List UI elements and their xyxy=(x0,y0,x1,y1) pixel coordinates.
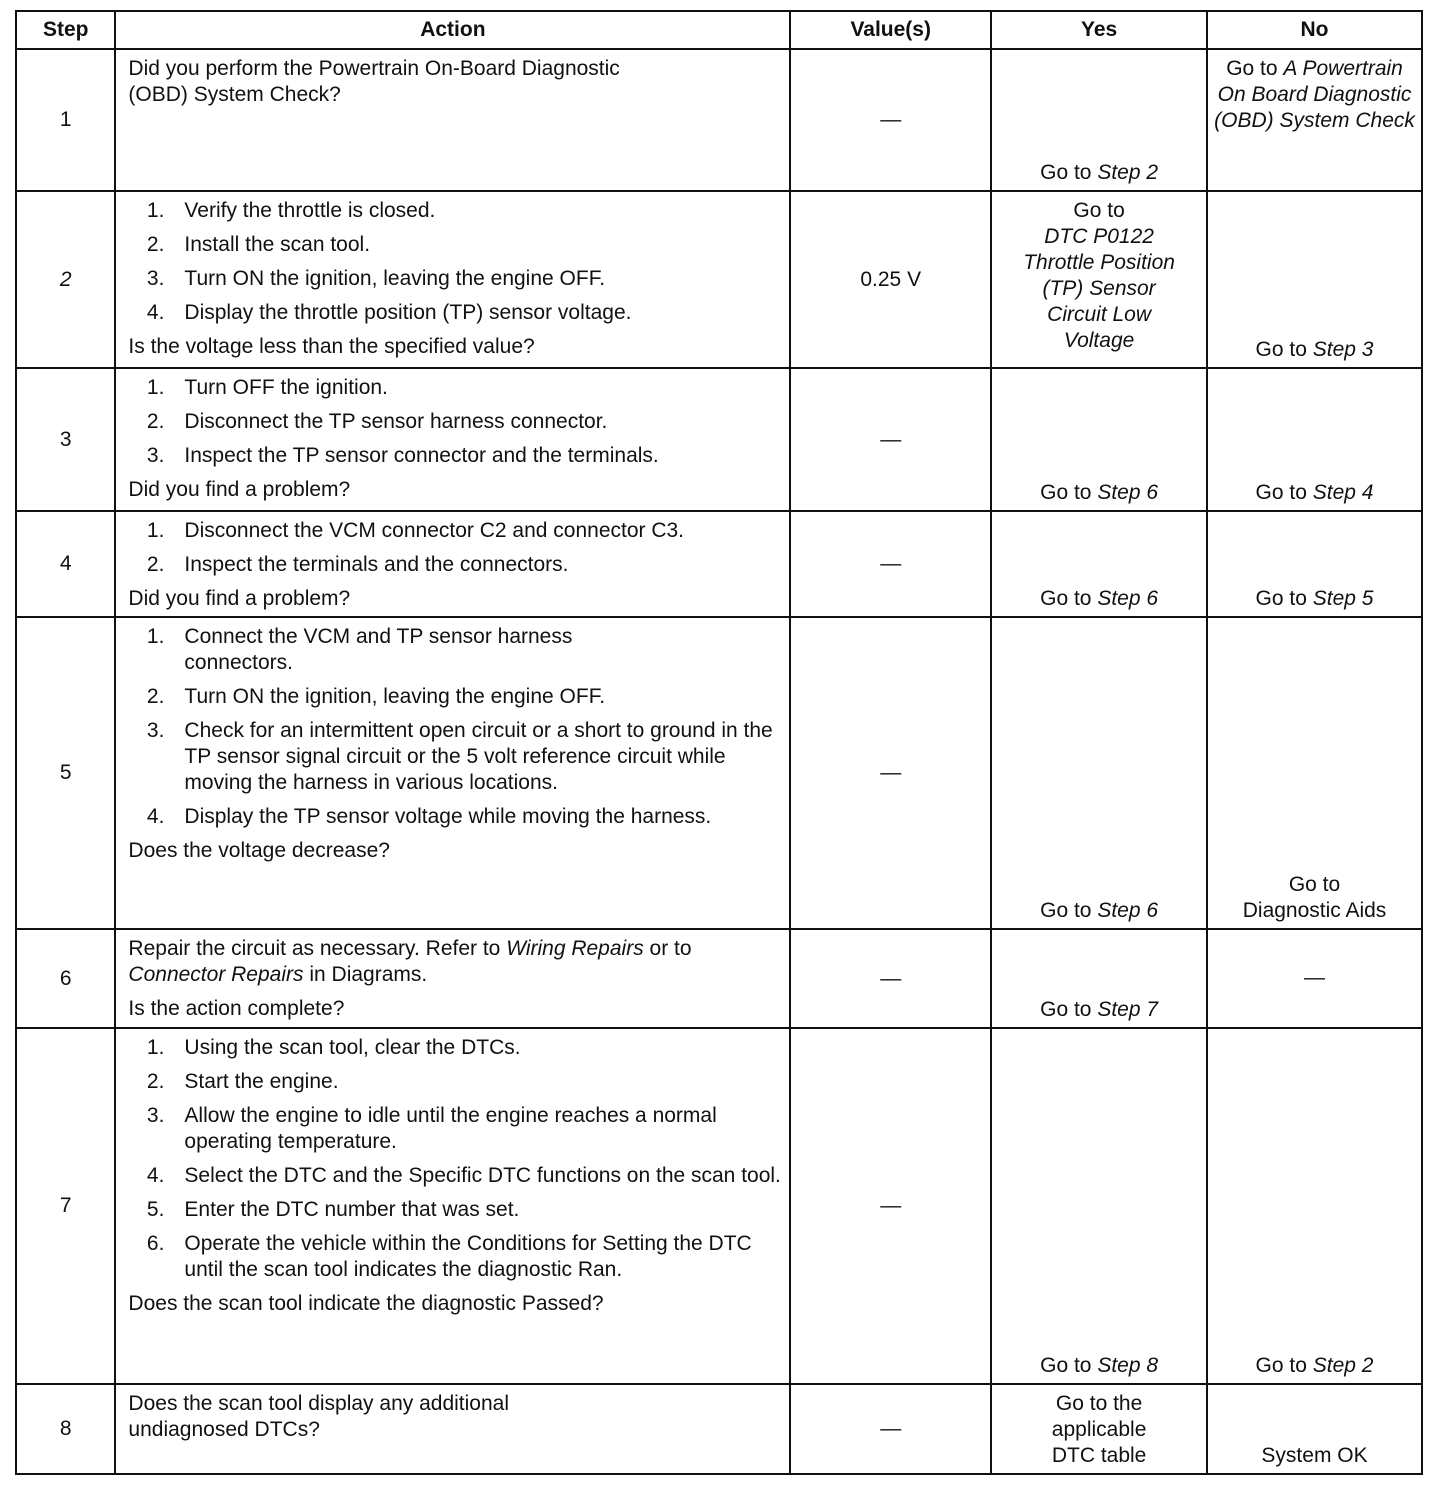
yes-cell xyxy=(991,191,1207,368)
action-step: 2. Disconnect the TP sensor harness connector. xyxy=(146,410,608,433)
no-cell xyxy=(1207,49,1422,191)
value-cell: — xyxy=(790,511,991,617)
yes-goto: Go to xyxy=(1040,481,1092,504)
step-number: 1 xyxy=(16,49,115,191)
yes-goto: Go to xyxy=(1040,899,1092,922)
action-steps xyxy=(128,518,783,578)
action-step: 2. Start the engine. xyxy=(146,1070,339,1093)
diagnostic-table xyxy=(15,10,1423,1475)
action-intro: Repair the circuit as necessary. Refer to Wiring Repairs or to Connector Repairs in Diagrams. xyxy=(128,937,692,986)
action-step: 2. Install the scan tool. xyxy=(146,233,371,256)
yes-link[interactable]: Step 6 xyxy=(1097,899,1159,922)
no-goto: Go to xyxy=(1288,873,1341,896)
no-link[interactable]: Step 2 xyxy=(1312,1354,1374,1377)
action-cell xyxy=(115,1028,790,1384)
value-cell: — xyxy=(790,929,991,1028)
action-intro: Does the scan tool display any additional undiagnosed DTCs? xyxy=(128,1392,509,1441)
yes-goto: Go to xyxy=(1040,587,1092,610)
action-question: Does the voltage decrease? xyxy=(128,839,390,862)
yes-cell xyxy=(991,1384,1207,1474)
yes-cell xyxy=(991,617,1207,929)
table-row xyxy=(16,1384,1422,1474)
action-step: 3. Check for an intermittent open circuit or a short to ground in the TP sensor signal circuit or the 5 volt reference circuit while moving the harness in various locations. xyxy=(146,719,773,794)
action-step: 1. Disconnect the VCM connector C2 and connector C3. xyxy=(146,519,685,542)
table-row xyxy=(16,617,1422,929)
yes-link[interactable]: Step 6 xyxy=(1097,587,1159,610)
header-values: Value(s) xyxy=(790,11,991,49)
action-step: 1. Verify the throttle is closed. xyxy=(146,199,436,222)
yes-link[interactable]: Step 8 xyxy=(1097,1354,1159,1377)
step-number: 7 xyxy=(16,1028,115,1384)
yes-link[interactable]: Go to the applicable DTC table xyxy=(1051,1392,1147,1467)
no-cell xyxy=(1207,617,1422,929)
value-cell: — xyxy=(790,617,991,929)
table-row xyxy=(16,511,1422,617)
action-cell xyxy=(115,49,790,191)
table-row xyxy=(16,49,1422,191)
yes-goto: Go to xyxy=(1040,998,1092,1021)
action-question: Did you find a problem? xyxy=(128,587,351,610)
step-number: 5 xyxy=(16,617,115,929)
yes-goto: Go to xyxy=(1040,1354,1092,1377)
step-number: 3 xyxy=(16,368,115,511)
action-intro: Did you perform the Powertrain On-Board Diagnostic (OBD) System Check? xyxy=(128,57,620,106)
table-row xyxy=(16,368,1422,511)
no-link[interactable]: Step 3 xyxy=(1312,338,1374,361)
action-cell xyxy=(115,368,790,511)
yes-goto: Go to xyxy=(1040,161,1092,184)
action-cell xyxy=(115,1384,790,1474)
action-step: 1. Using the scan tool, clear the DTCs. xyxy=(146,1036,521,1059)
header-yes: Yes xyxy=(991,11,1207,49)
no-cell xyxy=(1207,368,1422,511)
yes-cell xyxy=(991,368,1207,511)
action-question: Is the voltage less than the specified value? xyxy=(128,335,535,358)
action-step: 3. Turn ON the ignition, leaving the engine OFF. xyxy=(146,267,606,290)
action-step: 2. Turn ON the ignition, leaving the engine OFF. xyxy=(146,685,606,708)
yes-link[interactable]: Step 2 xyxy=(1097,161,1159,184)
yes-cell xyxy=(991,511,1207,617)
wiring-repairs-link[interactable]: Wiring Repairs xyxy=(506,937,644,960)
table-row xyxy=(16,1028,1422,1384)
header-action: Action xyxy=(115,11,790,49)
action-question: Does the scan tool indicate the diagnostic Passed? xyxy=(128,1292,604,1315)
action-step: 3. Inspect the TP sensor connector and the terminals. xyxy=(146,444,659,467)
table-row xyxy=(16,929,1422,1028)
value-cell: — xyxy=(790,1384,991,1474)
header-row xyxy=(16,11,1422,49)
yes-cell xyxy=(991,1028,1207,1384)
no-goto: Go to xyxy=(1255,338,1307,361)
no-goto: Go to xyxy=(1255,587,1307,610)
step-number: 4 xyxy=(16,511,115,617)
action-cell xyxy=(115,511,790,617)
yes-link[interactable]: Step 7 xyxy=(1097,998,1159,1021)
no-cell xyxy=(1207,511,1422,617)
no-link[interactable]: Diagnostic Aids xyxy=(1242,899,1387,922)
value-cell: — xyxy=(790,49,991,191)
value-cell: 0.25 V xyxy=(790,191,991,368)
connector-repairs-link[interactable]: Connector Repairs xyxy=(128,963,304,986)
value-cell: — xyxy=(790,1028,991,1384)
no-cell: System OK xyxy=(1207,1384,1422,1474)
action-step: 6. Operate the vehicle within the Conditions for Setting the DTC until the scan tool indicates the diagnostic Ran. xyxy=(146,1232,752,1281)
action-steps xyxy=(128,624,783,830)
no-goto: Go to xyxy=(1255,1354,1307,1377)
no-goto: Go to xyxy=(1226,57,1278,80)
action-step: 1. Turn OFF the ignition. xyxy=(146,376,388,399)
no-cell: — xyxy=(1207,929,1422,1028)
action-steps xyxy=(128,1035,783,1283)
step-number: 2 xyxy=(16,191,115,368)
action-steps xyxy=(128,375,783,469)
table-row xyxy=(16,191,1422,368)
action-step: 4. Display the TP sensor voltage while moving the harness. xyxy=(146,805,712,828)
no-cell xyxy=(1207,1028,1422,1384)
value-cell: — xyxy=(790,368,991,511)
action-step: 3. Allow the engine to idle until the engine reaches a normal operating temperature. xyxy=(146,1104,717,1153)
no-link[interactable]: Step 4 xyxy=(1312,481,1374,504)
no-link[interactable]: A Powertrain On Board Diagnostic (OBD) System Check xyxy=(1214,57,1415,132)
yes-goto: Go to xyxy=(1073,199,1125,222)
step-number: 6 xyxy=(16,929,115,1028)
action-step: 1. Connect the VCM and TP sensor harness connectors. xyxy=(146,625,573,674)
step-number: 8 xyxy=(16,1384,115,1474)
action-step: 2. Inspect the terminals and the connectors. xyxy=(146,553,569,576)
action-steps xyxy=(128,198,783,326)
header-no: No xyxy=(1207,11,1422,49)
action-cell xyxy=(115,929,790,1028)
action-cell xyxy=(115,191,790,368)
action-step: 5. Enter the DTC number that was set. xyxy=(146,1198,520,1221)
yes-link[interactable]: Step 6 xyxy=(1097,481,1159,504)
yes-cell xyxy=(991,929,1207,1028)
action-cell xyxy=(115,617,790,929)
header-step: Step xyxy=(16,11,115,49)
no-cell xyxy=(1207,191,1422,368)
no-goto: Go to xyxy=(1255,481,1307,504)
action-question: Is the action complete? xyxy=(128,997,345,1020)
action-step: 4. Select the DTC and the Specific DTC functions on the scan tool. xyxy=(146,1164,781,1187)
yes-link[interactable]: DTC P0122 Throttle Position (TP) Sensor Circuit Low Voltage xyxy=(1023,225,1175,352)
no-link[interactable]: Step 5 xyxy=(1312,587,1374,610)
action-step: 4. Display the throttle position (TP) sensor voltage. xyxy=(146,301,632,324)
yes-cell xyxy=(991,49,1207,191)
action-question: Did you find a problem? xyxy=(128,478,351,501)
